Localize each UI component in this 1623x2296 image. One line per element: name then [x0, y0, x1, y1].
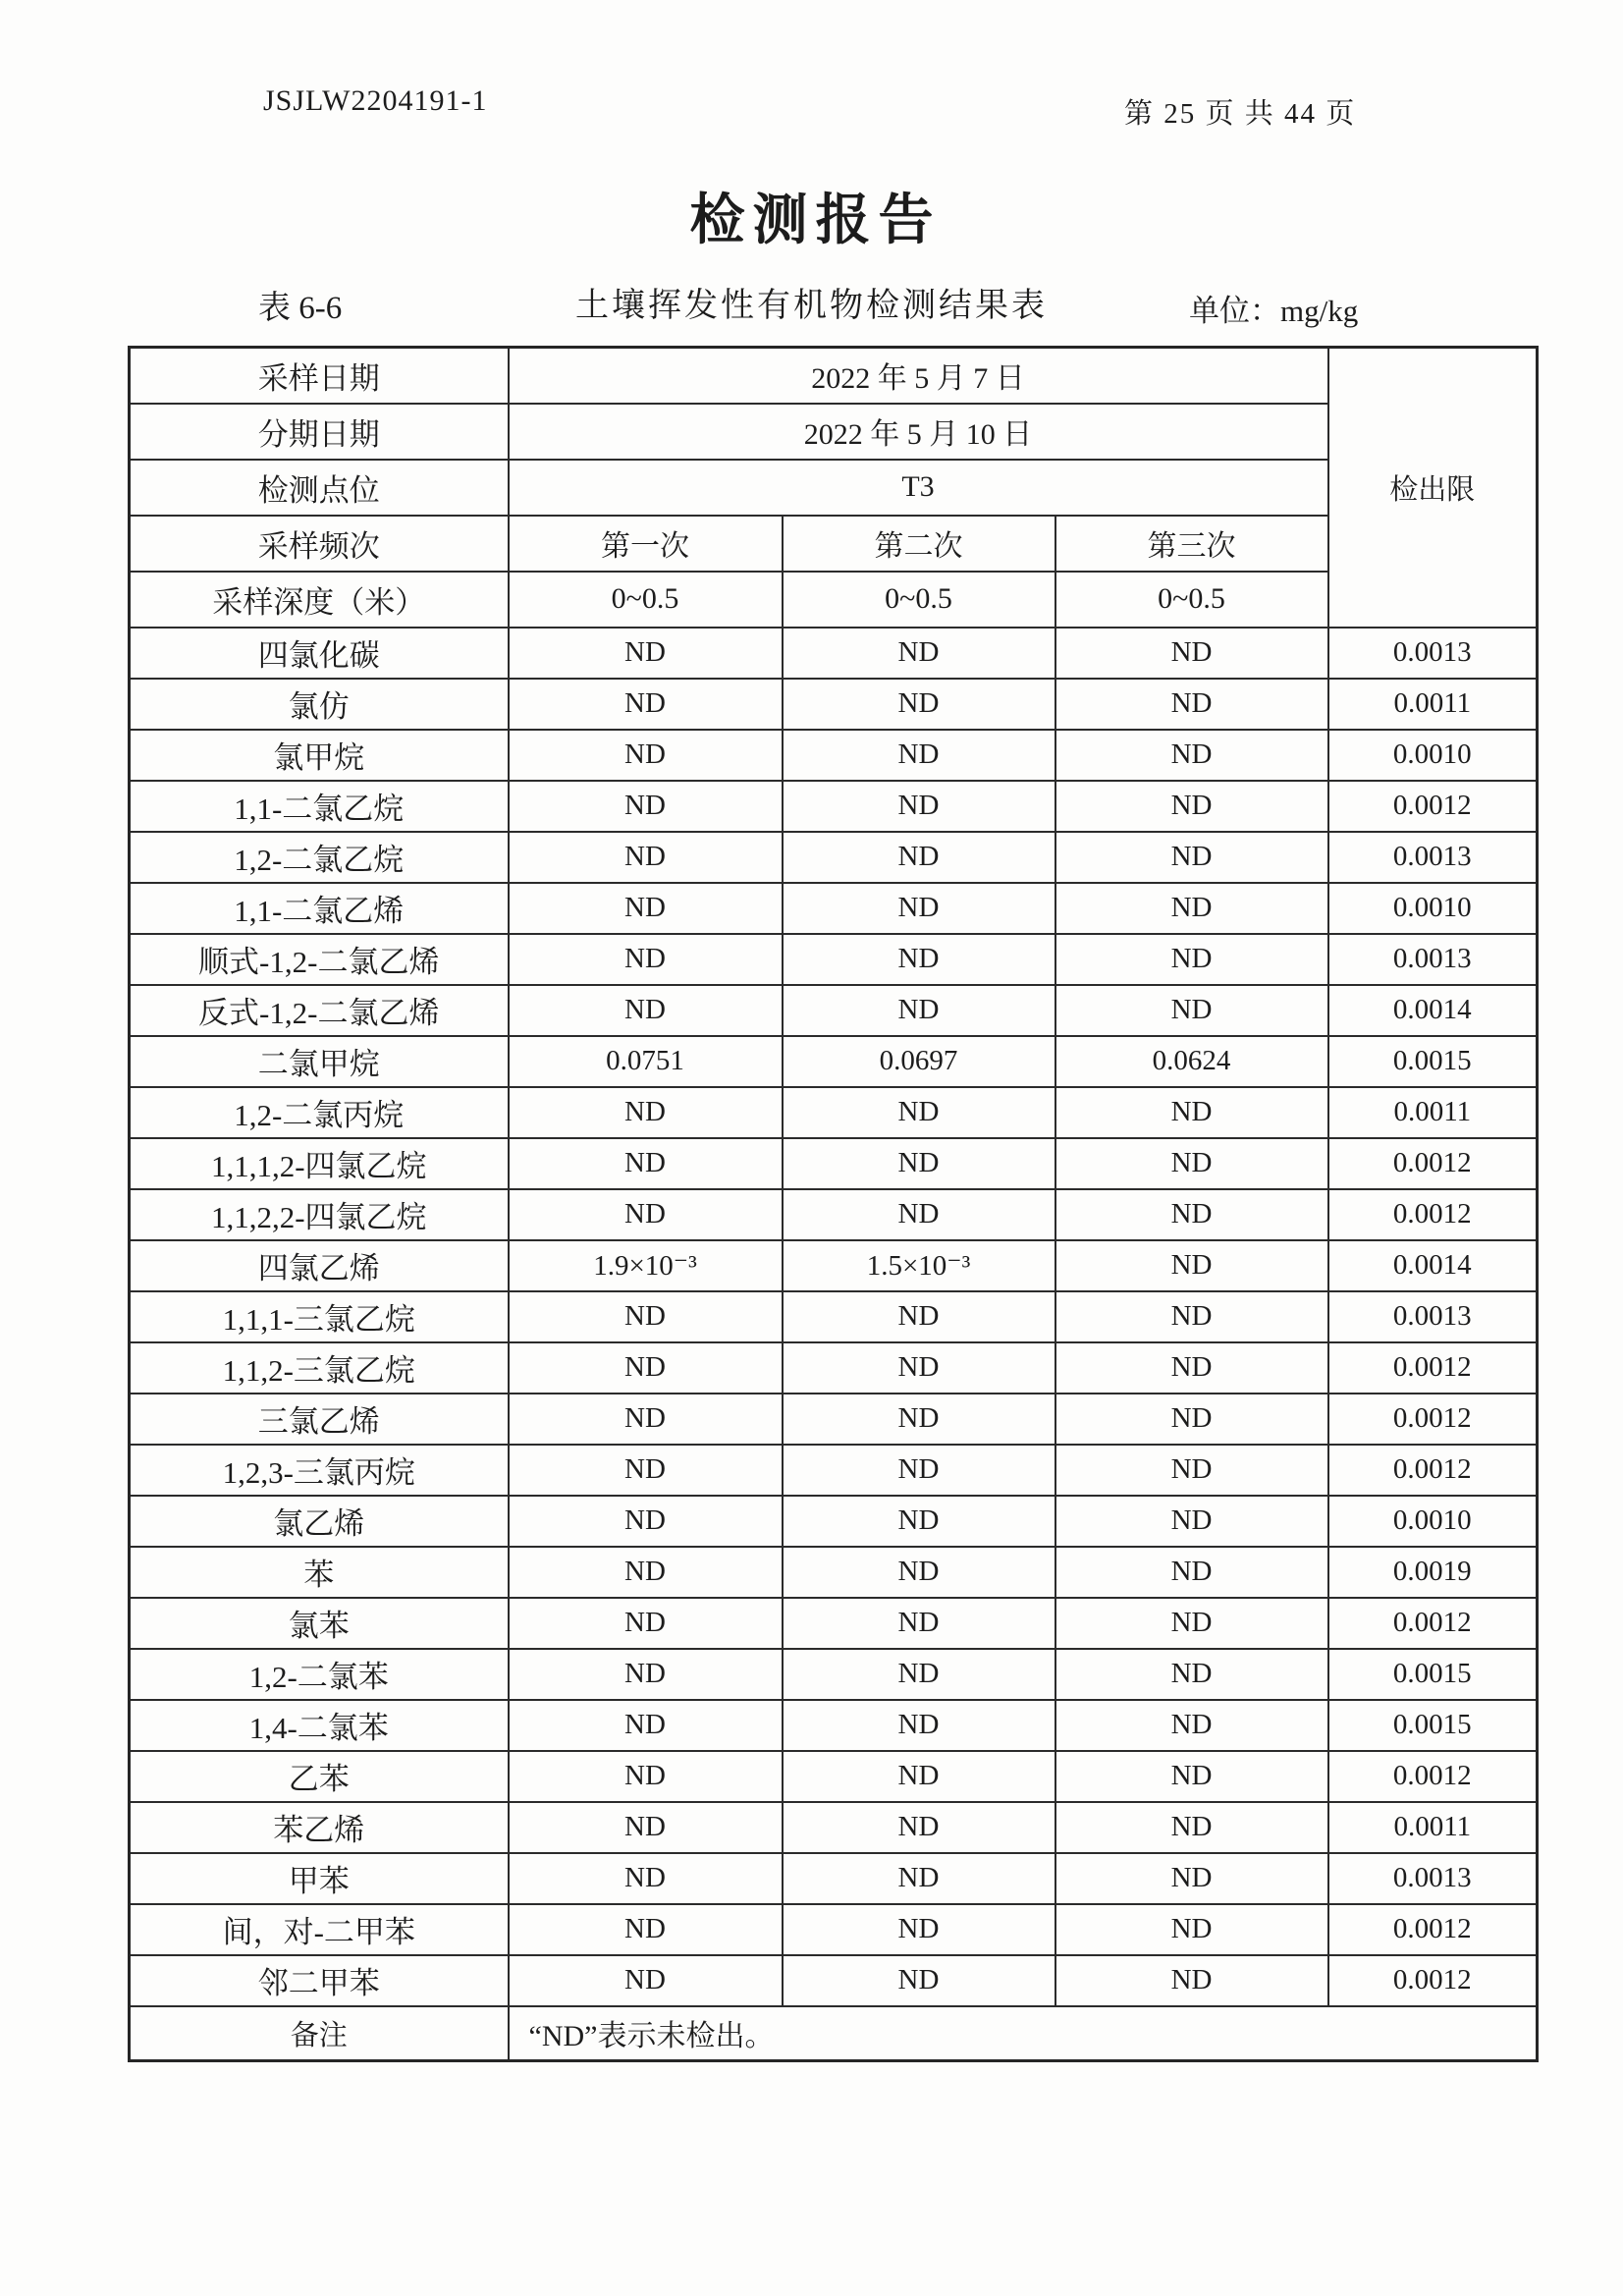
- compound-name: 苯: [130, 1547, 509, 1598]
- result-first: ND: [509, 1598, 783, 1649]
- result-second: ND: [783, 1802, 1055, 1853]
- test-point-row: [130, 460, 1538, 516]
- compound-name: 三氯乙烯: [130, 1394, 509, 1445]
- compound-name: 反式-1,2-二氯乙烯: [130, 985, 509, 1036]
- detection-limit-value: 0.0015: [1328, 1700, 1538, 1751]
- depth-3: 0~0.5: [1055, 572, 1328, 628]
- compound-name: 邻二甲苯: [130, 1955, 509, 2006]
- test-point-label: 检测点位: [130, 460, 509, 516]
- analysis-date-row: [130, 404, 1538, 460]
- result-third: ND: [1055, 1547, 1328, 1598]
- result-first: ND: [509, 1496, 783, 1547]
- compound-row: [130, 832, 1538, 883]
- result-first: ND: [509, 1700, 783, 1751]
- compound-name: 1,2-二氯乙烷: [130, 832, 509, 883]
- result-third: ND: [1055, 628, 1328, 679]
- detection-limit-value: 0.0012: [1328, 1751, 1538, 1802]
- sampling-date-value: 2022 年 5 月 7 日: [509, 348, 1328, 404]
- result-first: ND: [509, 1087, 783, 1138]
- result-third: ND: [1055, 832, 1328, 883]
- table-caption-row: [0, 278, 1623, 327]
- result-third: ND: [1055, 934, 1328, 985]
- compound-row: [130, 1904, 1538, 1955]
- result-third: ND: [1055, 1751, 1328, 1802]
- result-first: ND: [509, 1547, 783, 1598]
- result-first: ND: [509, 1445, 783, 1496]
- result-second: ND: [783, 1342, 1055, 1394]
- compound-row: [130, 985, 1538, 1036]
- result-third: ND: [1055, 1853, 1328, 1904]
- sampling-depth-label: 采样深度（米）: [130, 572, 509, 628]
- result-first: ND: [509, 1904, 783, 1955]
- result-third: ND: [1055, 1649, 1328, 1700]
- unit-label: 单位：mg/kg: [1189, 294, 1359, 328]
- result-second: ND: [783, 1700, 1055, 1751]
- detection-limit-value: 0.0011: [1328, 1802, 1538, 1853]
- remark-label: 备注: [130, 2006, 509, 2061]
- detection-limit-value: 0.0012: [1328, 1598, 1538, 1649]
- result-first: ND: [509, 781, 783, 832]
- compound-row: [130, 1189, 1538, 1240]
- result-second: ND: [783, 1649, 1055, 1700]
- remark-text: “ND”表示未检出。: [509, 2006, 1538, 2061]
- compound-rows: [130, 628, 1538, 2006]
- document-number: JSJLW2204191-1: [263, 84, 488, 117]
- compound-name: 间，对-二甲苯: [130, 1904, 509, 1955]
- remark-row: [130, 2006, 1538, 2061]
- result-second: ND: [783, 1394, 1055, 1445]
- result-second: 1.5×10⁻³: [783, 1240, 1055, 1291]
- result-second: ND: [783, 1904, 1055, 1955]
- result-second: ND: [783, 781, 1055, 832]
- analysis-date-label: 分期日期: [130, 404, 509, 460]
- sampling-frequency-row: [130, 516, 1538, 572]
- compound-row: [130, 934, 1538, 985]
- detection-limit-header: 检出限: [1328, 348, 1538, 628]
- page-indicator: 第 25 页 共 44 页: [1124, 98, 1357, 130]
- table-number-label: 表 6-6: [258, 291, 343, 326]
- table-title: 土壤挥发性有机物检测结果表: [575, 288, 1048, 324]
- compound-name: 二氯甲烷: [130, 1036, 509, 1087]
- result-first: ND: [509, 934, 783, 985]
- detection-limit-value: 0.0015: [1328, 1649, 1538, 1700]
- result-third: 0.0624: [1055, 1036, 1328, 1087]
- detection-limit-value: 0.0013: [1328, 628, 1538, 679]
- compound-row: [130, 679, 1538, 730]
- compound-row: [130, 1700, 1538, 1751]
- compound-row: [130, 1291, 1538, 1342]
- result-first: ND: [509, 1138, 783, 1189]
- result-second: ND: [783, 1087, 1055, 1138]
- result-third: ND: [1055, 1189, 1328, 1240]
- result-first: 1.9×10⁻³: [509, 1240, 783, 1291]
- detection-limit-value: 0.0014: [1328, 985, 1538, 1036]
- compound-name: 1,2-二氯丙烷: [130, 1087, 509, 1138]
- result-first: 0.0751: [509, 1036, 783, 1087]
- detection-limit-value: 0.0014: [1328, 1240, 1538, 1291]
- frequency-1: 第一次: [509, 516, 783, 572]
- result-second: ND: [783, 628, 1055, 679]
- result-second: ND: [783, 679, 1055, 730]
- compound-name: 1,1,2-三氯乙烷: [130, 1342, 509, 1394]
- result-third: ND: [1055, 781, 1328, 832]
- detection-limit-value: 0.0010: [1328, 883, 1538, 934]
- result-second: ND: [783, 985, 1055, 1036]
- result-third: ND: [1055, 1087, 1328, 1138]
- result-second: ND: [783, 1496, 1055, 1547]
- compound-row: [130, 1445, 1538, 1496]
- frequency-3: 第三次: [1055, 516, 1328, 572]
- result-third: ND: [1055, 1904, 1328, 1955]
- compound-name: 1,2-二氯苯: [130, 1649, 509, 1700]
- compound-name: 四氯化碳: [130, 628, 509, 679]
- detection-limit-value: 0.0012: [1328, 1394, 1538, 1445]
- compound-row: [130, 1342, 1538, 1394]
- results-table: [128, 346, 1539, 2062]
- compound-row: [130, 1802, 1538, 1853]
- compound-row: [130, 883, 1538, 934]
- compound-row: [130, 1394, 1538, 1445]
- compound-name: 氯甲烷: [130, 730, 509, 781]
- result-first: ND: [509, 1751, 783, 1802]
- result-first: ND: [509, 985, 783, 1036]
- result-second: ND: [783, 934, 1055, 985]
- result-first: ND: [509, 628, 783, 679]
- detection-limit-value: 0.0012: [1328, 781, 1538, 832]
- result-first: ND: [509, 1853, 783, 1904]
- depth-2: 0~0.5: [783, 572, 1055, 628]
- sampling-depth-row: [130, 572, 1538, 628]
- depth-1: 0~0.5: [509, 572, 783, 628]
- result-third: ND: [1055, 1598, 1328, 1649]
- compound-name: 1,4-二氯苯: [130, 1700, 509, 1751]
- compound-name: 1,1-二氯乙烯: [130, 883, 509, 934]
- result-second: ND: [783, 1751, 1055, 1802]
- compound-name: 顺式-1,2-二氯乙烯: [130, 934, 509, 985]
- result-third: ND: [1055, 1802, 1328, 1853]
- compound-name: 1,2,3-三氯丙烷: [130, 1445, 509, 1496]
- compound-row: [130, 1853, 1538, 1904]
- compound-row: [130, 1649, 1538, 1700]
- result-first: ND: [509, 679, 783, 730]
- sampling-date-label: 采样日期: [130, 348, 509, 404]
- compound-name: 1,1,2,2-四氯乙烷: [130, 1189, 509, 1240]
- compound-row: [130, 1138, 1538, 1189]
- compound-row: [130, 1496, 1538, 1547]
- detection-limit-value: 0.0015: [1328, 1036, 1538, 1087]
- compound-row: [130, 1240, 1538, 1291]
- result-first: ND: [509, 1649, 783, 1700]
- result-third: ND: [1055, 1291, 1328, 1342]
- detection-limit-value: 0.0012: [1328, 1138, 1538, 1189]
- test-point-value: T3: [509, 460, 1328, 516]
- compound-row: [130, 1955, 1538, 2006]
- compound-row: [130, 1598, 1538, 1649]
- result-second: ND: [783, 832, 1055, 883]
- result-second: ND: [783, 1445, 1055, 1496]
- detection-limit-value: 0.0013: [1328, 934, 1538, 985]
- result-second: ND: [783, 1598, 1055, 1649]
- compound-row: [130, 781, 1538, 832]
- detection-limit-value: 0.0012: [1328, 1342, 1538, 1394]
- result-third: ND: [1055, 883, 1328, 934]
- compound-name: 氯乙烯: [130, 1496, 509, 1547]
- result-first: ND: [509, 832, 783, 883]
- result-second: 0.0697: [783, 1036, 1055, 1087]
- result-first: ND: [509, 1342, 783, 1394]
- compound-row: [130, 730, 1538, 781]
- detection-limit-value: 0.0012: [1328, 1955, 1538, 2006]
- result-first: ND: [509, 730, 783, 781]
- result-first: ND: [509, 1291, 783, 1342]
- detection-limit-value: 0.0013: [1328, 1291, 1538, 1342]
- result-third: ND: [1055, 1445, 1328, 1496]
- result-third: ND: [1055, 1138, 1328, 1189]
- result-third: ND: [1055, 1496, 1328, 1547]
- frequency-2: 第二次: [783, 516, 1055, 572]
- detection-limit-value: 0.0012: [1328, 1189, 1538, 1240]
- sampling-frequency-label: 采样频次: [130, 516, 509, 572]
- detection-limit-value: 0.0013: [1328, 1853, 1538, 1904]
- compound-name: 苯乙烯: [130, 1802, 509, 1853]
- result-third: ND: [1055, 1955, 1328, 2006]
- result-first: ND: [509, 883, 783, 934]
- result-third: ND: [1055, 679, 1328, 730]
- detection-limit-value: 0.0013: [1328, 832, 1538, 883]
- compound-name: 甲苯: [130, 1853, 509, 1904]
- result-third: ND: [1055, 1700, 1328, 1751]
- result-second: ND: [783, 1547, 1055, 1598]
- compound-name: 氯苯: [130, 1598, 509, 1649]
- compound-name: 氯仿: [130, 679, 509, 730]
- result-first: ND: [509, 1394, 783, 1445]
- detection-limit-value: 0.0019: [1328, 1547, 1538, 1598]
- result-second: ND: [783, 730, 1055, 781]
- detection-limit-value: 0.0010: [1328, 1496, 1538, 1547]
- detection-limit-value: 0.0011: [1328, 1087, 1538, 1138]
- result-second: ND: [783, 1291, 1055, 1342]
- result-third: ND: [1055, 730, 1328, 781]
- compound-name: 四氯乙烯: [130, 1240, 509, 1291]
- compound-name: 1,1-二氯乙烷: [130, 781, 509, 832]
- result-second: ND: [783, 883, 1055, 934]
- result-third: ND: [1055, 985, 1328, 1036]
- compound-row: [130, 1547, 1538, 1598]
- report-title: 检测报告: [689, 191, 942, 251]
- compound-name: 乙苯: [130, 1751, 509, 1802]
- result-second: ND: [783, 1853, 1055, 1904]
- result-second: ND: [783, 1138, 1055, 1189]
- detection-limit-value: 0.0011: [1328, 679, 1538, 730]
- compound-row: [130, 1087, 1538, 1138]
- result-first: ND: [509, 1189, 783, 1240]
- detection-limit-value: 0.0012: [1328, 1904, 1538, 1955]
- result-third: ND: [1055, 1394, 1328, 1445]
- result-second: ND: [783, 1955, 1055, 2006]
- sampling-date-row: [130, 348, 1538, 404]
- compound-row: [130, 1751, 1538, 1802]
- result-first: ND: [509, 1955, 783, 2006]
- result-third: ND: [1055, 1240, 1328, 1291]
- result-third: ND: [1055, 1342, 1328, 1394]
- analysis-date-value: 2022 年 5 月 10 日: [509, 404, 1328, 460]
- compound-row: [130, 628, 1538, 679]
- result-first: ND: [509, 1802, 783, 1853]
- compound-name: 1,1,1,2-四氯乙烷: [130, 1138, 509, 1189]
- detection-limit-value: 0.0012: [1328, 1445, 1538, 1496]
- compound-row: [130, 1036, 1538, 1087]
- result-second: ND: [783, 1189, 1055, 1240]
- detection-limit-value: 0.0010: [1328, 730, 1538, 781]
- compound-name: 1,1,1-三氯乙烷: [130, 1291, 509, 1342]
